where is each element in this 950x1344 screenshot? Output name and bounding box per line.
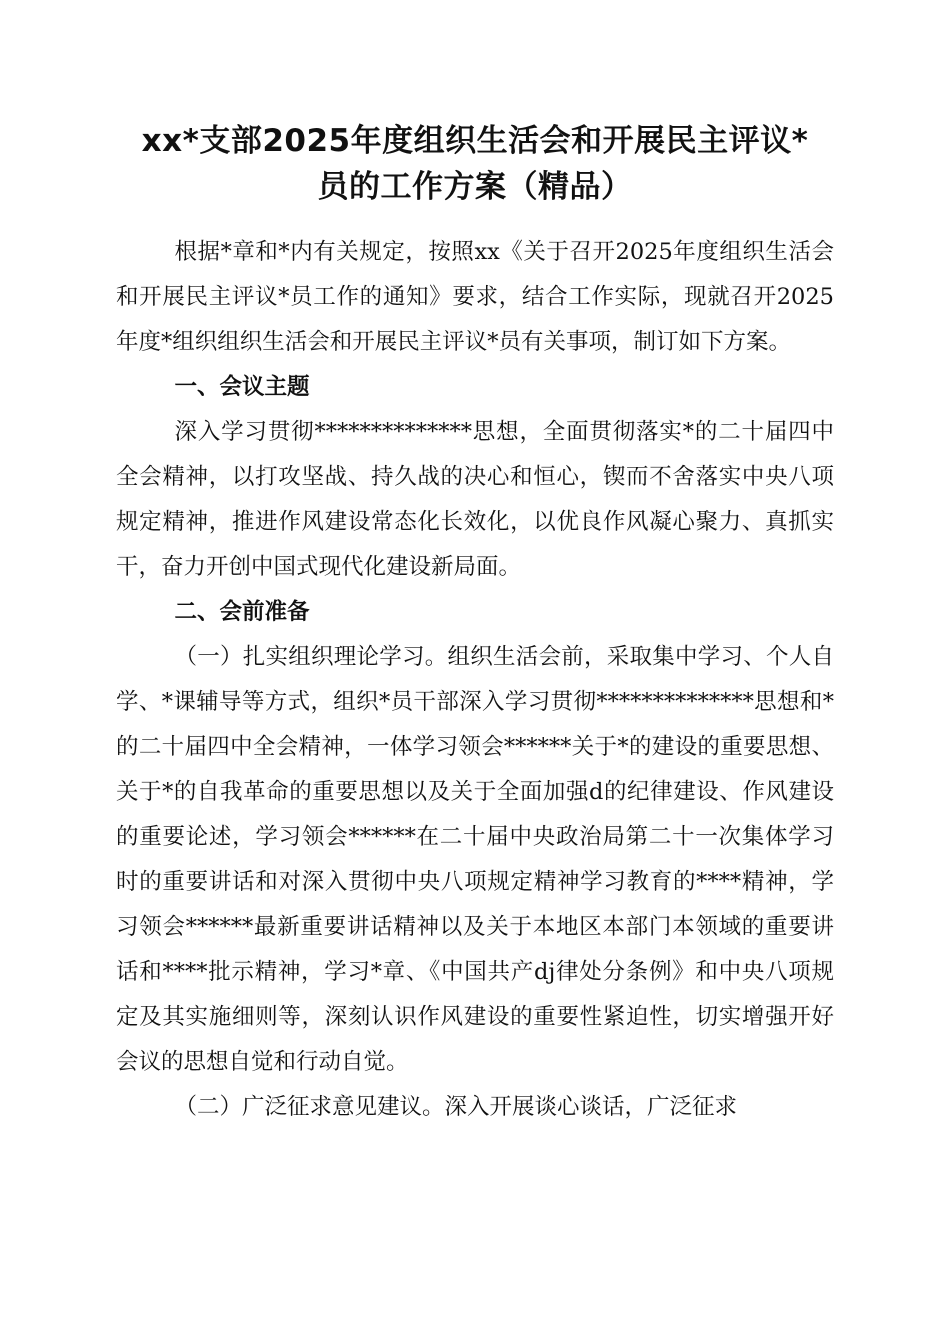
document-title [60, 118, 890, 210]
section-heading-preparation: 二、会前准备 [174, 599, 310, 625]
title-line-1: xx*支部2025年度组织生活会和开展民主评议* [141, 123, 809, 159]
preparation-item-1: （一）扎实组织理论学习。组织生活会前，采取集中学习、个人自学、*课辅导等方式，组织*员干部深入学习贯彻**************思想和*的二十届四中全会精神，一体学习领会******关于*的建设的重要思想、关于*的自我革命的重要思想以及关于全面加强d的纪律建设、作风建设的重要论述，学习领会******在二十届中央政治局第二十一次集体学习时的重要讲话和对深入贯彻中央八项规定精神学习教育的****精神，学习领会******最新重要讲话精神以及关于本地区本部门本领域的重要讲话和****批示精神，学习*章、《中国共产dj律处分条例》和中央八项规定及其实施细则等，深刻认识作风建设的重要性紧迫性，切实增强开好会议的思想自觉和行动自觉。 [116, 644, 834, 1075]
section-heading-theme: 一、会议主题 [174, 374, 310, 400]
preparation-item-2: （二）广泛征求意见建议。深入开展谈心谈话，广泛征求 [174, 1094, 738, 1120]
intro-paragraph: 根据*章和*内有关规定，按照xx《关于召开2025年度组织生活会和开展民主评议*员工作的通知》要求，结合工作实际，现就召开2025年度*组织组织生活会和开展民主评议*员有关事项，制订如下方案。 [116, 239, 834, 355]
document-body [116, 230, 834, 1130]
title-line-2: 员的工作方案（精品） [317, 169, 633, 205]
theme-paragraph: 深入学习贯彻**************思想，全面贯彻落实*的二十届四中全会精神，以打攻坚战、持久战的决心和恒心，锲而不舍落实中央八项规定精神，推进作风建设常态化长效化，以优良作风凝心聚力、真抓实干，奋力开创中国式现代化建设新局面。 [116, 419, 834, 580]
